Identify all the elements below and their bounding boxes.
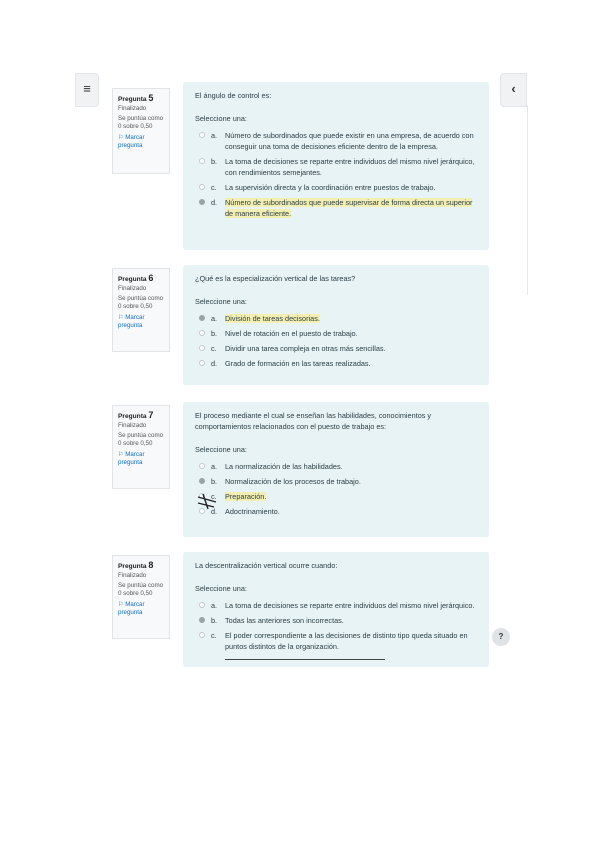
flag-question-link[interactable]: ⚐ Marcar pregunta <box>118 600 145 617</box>
question-text: La descentralización vertical ocurre cuando: <box>195 561 338 570</box>
answer-option-b[interactable]: b. Todas las anteriores son incorrectas. <box>195 615 477 626</box>
radio-button[interactable] <box>199 602 205 608</box>
radio-button-selected[interactable] <box>199 315 205 321</box>
answer-text: Normalización de los procesos de trabajo. <box>225 477 361 486</box>
question-score: Se puntúa como 0 sobre 0,50 <box>118 294 164 311</box>
radio-button-selected[interactable] <box>199 478 205 484</box>
answer-option-a[interactable]: a. La normalización de las habilidades. <box>195 461 477 472</box>
handwritten-cross-mark <box>196 493 218 511</box>
question-number: 8 <box>148 560 154 570</box>
answer-option-c[interactable]: c. El poder correspondiente a las decisiones de distinto tipo queda situado en puntos distintos de la organización. <box>195 630 477 652</box>
answer-option-c[interactable]: c. Preparación. <box>195 491 477 502</box>
question-text: ¿Qué es la especialización vertical de las tareas? <box>195 274 356 283</box>
answer-option-b[interactable]: b. La toma de decisiones se reparte entre individuos del mismo nivel jerárquico, con rendimientos semejantes. <box>195 156 477 178</box>
answer-text: La toma de decisiones se reparte entre individuos del mismo nivel jerárquico, con rendimientos semejantes. <box>225 157 475 177</box>
question-number: 5 <box>148 93 154 103</box>
question-mark-icon: ? <box>498 632 504 641</box>
radio-button[interactable] <box>199 184 205 190</box>
radio-button[interactable] <box>199 345 205 351</box>
radio-button[interactable] <box>199 330 205 336</box>
answer-option-b[interactable]: b. Nivel de rotación en el puesto de trabajo. <box>195 328 477 339</box>
question-card-5 <box>183 82 489 250</box>
select-prompt: Seleccione una: <box>195 584 247 593</box>
question-info-5 <box>112 88 170 174</box>
block-drawer-toggle-button[interactable] <box>500 73 527 107</box>
question-card-7 <box>183 402 489 537</box>
answer-option-a[interactable]: a. División de tareas decisorias. <box>195 313 477 324</box>
drawer-toggle-button[interactable] <box>75 73 99 107</box>
scrollbar-track[interactable] <box>527 105 528 295</box>
question-score: Se puntúa como 0 sobre 0,50 <box>118 114 164 131</box>
question-status: Finalizado <box>118 105 147 113</box>
question-card-8 <box>183 552 489 667</box>
answer-text: La normalización de las habilidades. <box>225 462 343 471</box>
question-status: Finalizado <box>118 422 147 430</box>
answer-text: Número de subordinados que puede existir en una empresa, de acuerdo con conseguir una toma de decisiones eficiente dentro de la empresa. <box>225 131 474 151</box>
radio-button[interactable] <box>199 360 205 366</box>
flag-question-link[interactable]: ⚐ Marcar pregunta <box>118 133 145 150</box>
answer-text: Adoctrinamiento. <box>225 507 280 516</box>
radio-button-selected[interactable] <box>199 617 205 623</box>
question-label: Pregunta <box>118 96 147 103</box>
select-prompt: Seleccione una: <box>195 445 247 454</box>
answer-text: Dividir una tarea compleja en otras más sencillas. <box>225 344 386 353</box>
menu-icon: ≡ <box>83 81 91 96</box>
answer-option-d[interactable]: d. Adoctrinamiento. <box>195 506 477 517</box>
question-status: Finalizado <box>118 572 147 580</box>
answer-text-highlighted: Número de subordinados que puede supervisar de forma directa un superior de manera eficiente. <box>225 198 473 218</box>
question-label: Pregunta <box>118 276 147 283</box>
answer-text: La supervisión directa y la coordinación entre puestos de trabajo. <box>225 183 436 192</box>
question-info-8 <box>112 555 170 639</box>
answer-text: Grado de formación en las tareas realizadas. <box>225 359 371 368</box>
answer-text-highlighted: Preparación. <box>225 492 267 501</box>
question-score: Se puntúa como 0 sobre 0,50 <box>118 431 164 448</box>
question-text: El proceso mediante el cual se enseñan las habilidades, conocimientos y comportamientos relacionados con el puesto de trabajo es: <box>195 411 432 431</box>
chevron-left-icon: ‹ <box>511 81 516 96</box>
answer-option-c[interactable]: c. La supervisión directa y la coordinación entre puestos de trabajo. <box>195 182 477 193</box>
cross-stroke <box>198 494 216 509</box>
answer-text-highlighted: División de tareas decisorias. <box>225 314 320 323</box>
flag-question-link[interactable]: ⚐ Marcar pregunta <box>118 450 145 467</box>
answer-option-d[interactable]: d. Grado de formación en las tareas realizadas. <box>195 358 477 369</box>
answer-option-b[interactable]: b. Normalización de los procesos de trabajo. <box>195 476 477 487</box>
radio-button[interactable] <box>199 463 205 469</box>
question-number: 7 <box>148 410 154 420</box>
answer-option-a[interactable]: a. Número de subordinados que puede existir en una empresa, de acuerdo con conseguir una toma de decisiones eficiente dentro de la empresa. <box>195 130 477 152</box>
question-label: Pregunta <box>118 563 147 570</box>
answer-option-c[interactable]: c. Dividir una tarea compleja en otras más sencillas. <box>195 343 477 354</box>
help-button[interactable] <box>492 628 510 646</box>
radio-button[interactable] <box>199 158 205 164</box>
radio-button[interactable] <box>199 132 205 138</box>
answer-text: Nivel de rotación en el puesto de trabajo. <box>225 329 358 338</box>
answer-text: Todas las anteriores son incorrectas. <box>225 616 344 625</box>
question-label: Pregunta <box>118 413 147 420</box>
select-prompt: Seleccione una: <box>195 114 247 123</box>
radio-button-selected[interactable] <box>199 199 205 205</box>
handwritten-strikethrough <box>225 659 385 660</box>
radio-button[interactable] <box>199 632 205 638</box>
answer-option-a[interactable]: a. La toma de decisiones se reparte entre individuos del mismo nivel jerárquico. <box>195 600 477 611</box>
question-status: Finalizado <box>118 285 147 293</box>
answer-text: La toma de decisiones se reparte entre individuos del mismo nivel jerárquico. <box>225 601 475 610</box>
question-score: Se puntúa como 0 sobre 0,50 <box>118 581 164 598</box>
select-prompt: Seleccione una: <box>195 297 247 306</box>
question-number: 6 <box>148 273 154 283</box>
question-info-6 <box>112 268 170 352</box>
question-text: El ángulo de control es: <box>195 91 272 100</box>
answer-option-d[interactable]: d. Número de subordinados que puede supervisar de forma directa un superior de manera eficiente. <box>195 197 477 219</box>
answer-text: El poder correspondiente a las decisiones de distinto tipo queda situado en puntos distintos de la organización. <box>225 631 468 651</box>
flag-question-link[interactable]: ⚐ Marcar pregunta <box>118 313 145 330</box>
question-info-7 <box>112 405 170 489</box>
question-card-6 <box>183 265 489 385</box>
